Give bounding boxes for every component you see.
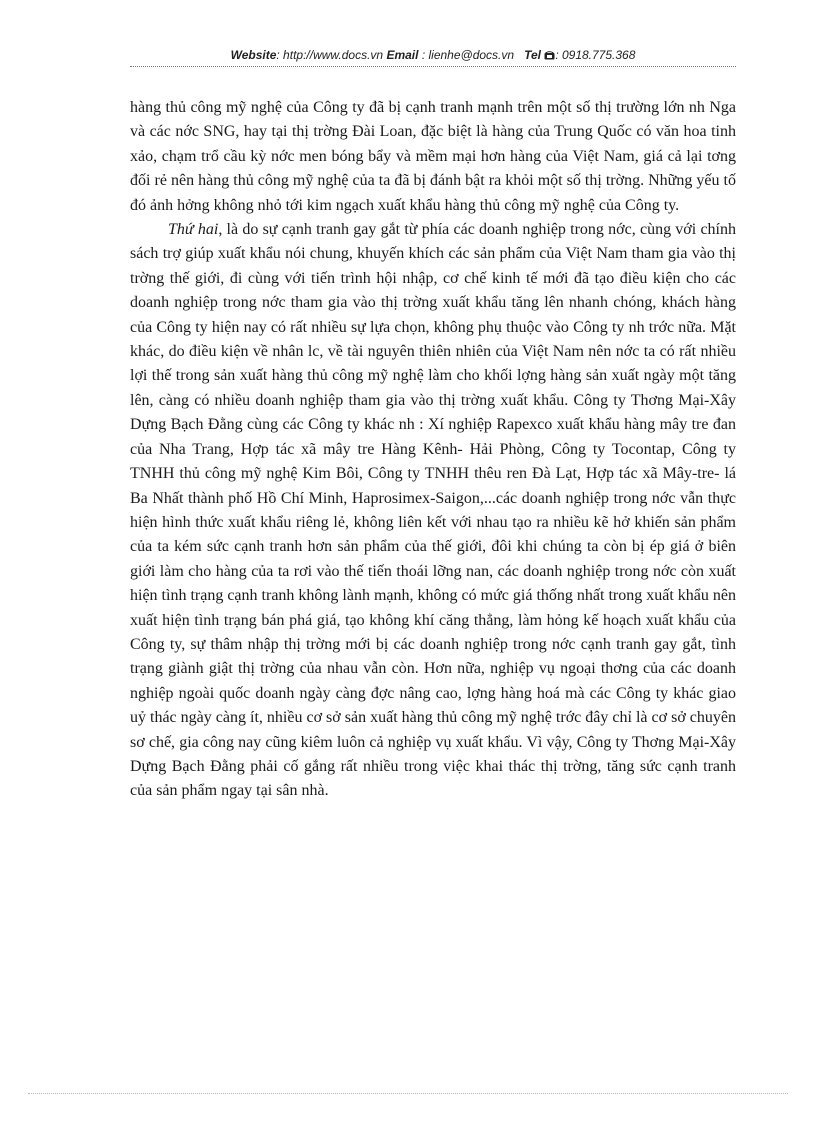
- tel-label: Tel: [524, 48, 541, 62]
- footer-divider: [28, 1093, 788, 1094]
- website-label: Website: [230, 48, 277, 62]
- phone-icon: [544, 48, 555, 62]
- email-label: Email: [386, 48, 419, 62]
- paragraph-2: [130, 218, 736, 804]
- paragraph-1: hàng thủ công mỹ nghệ của Công ty đã bị cạnh tranh mạnh trên một số thị trường lớn nh Nga và các nớc SNG, hay tại thị trờng Đài Loan, đặc biệt là hàng của Trung Quốc có văn hoa tinh xảo, chạm trổ cầu kỳ nớc men bóng bẩy và mềm mại hơn hàng của Việt Nam, giá cả lại tơng đối rẻ nên hàng thủ công mỹ nghệ của ta đã bị đánh bật ra khỏi một số thị trờng. Những yếu tố đó ảnh hởng không nhỏ tới kim ngạch xuất khẩu hàng thủ công mỹ nghệ của Công ty.: [130, 99, 736, 214]
- document-body: [130, 96, 736, 804]
- paragraph-2-lead: Thứ hai: [168, 221, 219, 239]
- paragraph-2-text: , là do sự cạnh tranh gay gắt từ phía các doanh nghiệp trong nớc, cùng với chính sách trợ giúp xuất khẩu nói chung, khuyến khích các sản phẩm của Việt Nam tham gia vào thị trờng thế giới, đi cùng với tiến trình hội nhập, cơ chế kinh tế mới đã tạo điều kiện cho các doanh nghiệp trong nớc tham gia vào thị trờng xuất khẩu tăng lên nhanh chóng, khách hàng của Công ty hiện nay có rất nhiều sự lựa chọn, không phụ thuộc vào Công ty nh trớc nữa. Mặt khác, do điều kiện về nhân lc, về tài nguyên thiên nhiên của Việt Nam nên nớc ta có rất nhiều lợi thế trong sản xuất hàng thủ công mỹ nghệ làm cho khối lợng hàng sản xuất ngày một tăng lên, càng có nhiều doanh nghiệp tham gia vào thị trờng xuất khẩu. Công ty Thơng Mại-Xây Dựng Bạch Đằng cùng các Công ty khác nh : Xí nghiệp Rapexco xuất khẩu hàng mây tre đan của Nha Trang, Hợp tác xã mây tre Hàng Kênh- Hải Phòng, Công ty Tocontap, Công ty TNHH thủ công mỹ nghệ Kim Bôi, Công ty TNHH thêu ren Đà Lạt, Hợp tác xã Mây-tre- lá Ba Nhất thành phố Hồ Chí Minh, Haprosimex-Saigon,...các doanh nghiệp trong nớc vẫn thực hiện hình thức xuất khẩu riêng lẻ, không liên kết với nhau tạo ra nhiều kẽ hở khiến sản phẩm của ta kém sức cạnh tranh hơn sản phẩm của thế giới, đôi khi chúng ta còn bị ép giá ở biên giới làm cho hàng của ta rơi vào thế tiến thoái lỡng nan, các doanh nghiệp trong nớc còn xuất hiện tình trạng cạnh tranh không lành mạnh, không có mức giá thống nhất trong xuất khẩu nên xuất hiện tình trạng bán phá giá, tạo không khí căng thẳng, làm hỏng kế hoạch xuất khẩu của Công ty, sự thâm nhập thị trờng mới bị các doanh nghiệp trong nớc cạnh tranh gay gắt, tình trạng giành giật thị trờng của nhau vẫn còn. Hơn nữa, nghiệp vụ ngoại thơng của các doanh nghiệp ngoài quốc doanh ngày càng đợc nâng cao, lợng hàng hoá mà các Công ty khác giao uỷ thác ngày càng ít, nhiều cơ sở sản xuất hàng thủ công mỹ nghệ trớc đây chỉ là cơ sở chuyên sơ chế, gia công nay cũng kiêm luôn cả nghiệp vụ xuất khẩu. Vì vậy, Công ty Thơng Mại-Xây Dựng Bạch Đằng phải cố gắng rất nhiều trong việc khai thác thị trờng, tăng sức cạnh tranh của sản phẩm ngay tại sân nhà.: [130, 221, 736, 800]
- email-address[interactable]: : lienhe@docs.vn: [421, 48, 515, 62]
- page-header: [130, 48, 736, 62]
- header-divider: [130, 66, 736, 67]
- tel-number: : 0918.775.368: [555, 48, 636, 62]
- website-url[interactable]: : http://www.docs.vn: [276, 48, 384, 62]
